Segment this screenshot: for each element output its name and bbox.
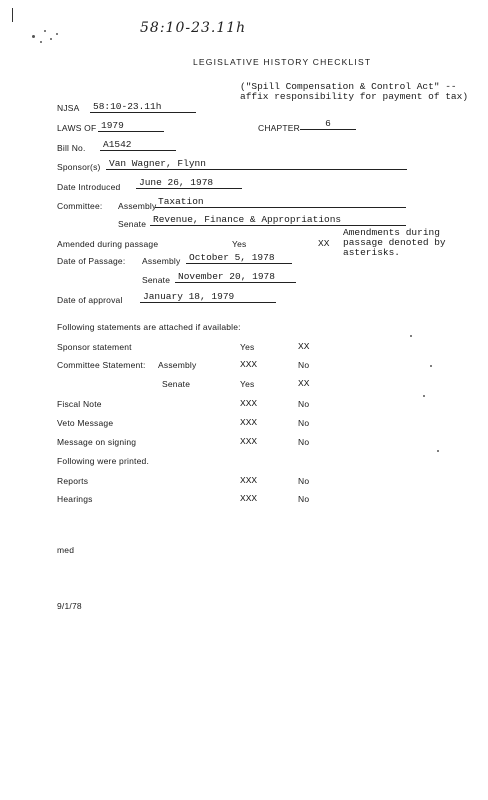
laws-of-value: 1979 xyxy=(98,120,164,132)
committee-senate-label: Senate xyxy=(118,219,147,229)
passage-senate-value: November 20, 1978 xyxy=(175,271,296,283)
statement-label: Sponsor statement xyxy=(57,342,132,352)
committee-assembly-value: Taxation xyxy=(155,196,406,208)
printed-label: Hearings xyxy=(57,494,93,504)
statement-sub: Senate xyxy=(162,379,191,389)
handwritten-reference: 58:10-23.11h xyxy=(140,20,247,36)
initials: med xyxy=(57,545,75,555)
date-introduced-label: Date Introduced xyxy=(57,182,121,192)
chapter-label: CHAPTER xyxy=(258,123,301,133)
printed-yes: XXX xyxy=(240,475,258,486)
statement-label: Message on signing xyxy=(57,437,137,447)
left-margin-tick xyxy=(12,8,13,22)
statement-yes: XXX xyxy=(240,417,258,428)
statements-heading: Following statements are attached if available: xyxy=(57,322,241,332)
committee-senate-value: Revenue, Finance & Appropriations xyxy=(150,214,406,226)
bill-no-value: A1542 xyxy=(100,139,176,151)
njsa-label: NJSA xyxy=(57,103,80,113)
statement-no: No xyxy=(298,360,310,370)
njsa-value: 58:10-23.11h xyxy=(90,101,196,113)
statement-label: Veto Message xyxy=(57,418,114,428)
chapter-value: 6 xyxy=(300,118,356,130)
statement-label: Committee Statement: xyxy=(57,360,146,370)
statement-yes: XXX xyxy=(240,398,258,409)
printed-heading: Following were printed. xyxy=(57,456,150,466)
printed-label: Reports xyxy=(57,476,89,486)
footer-date: 9/1/78 xyxy=(57,601,82,611)
printed-yes: XXX xyxy=(240,493,258,504)
committee-assembly-label: Assembly xyxy=(118,201,157,211)
laws-of-label: LAWS OF xyxy=(57,123,97,133)
amended-yes: Yes xyxy=(232,239,247,249)
statement-no: No xyxy=(298,437,310,447)
date-of-passage-label: Date of Passage: xyxy=(57,256,126,266)
sponsors-value: Van Wagner, Flynn xyxy=(106,158,407,170)
statement-no: No xyxy=(298,399,310,409)
date-introduced-value: June 26, 1978 xyxy=(136,177,242,189)
statement-no: XX xyxy=(298,341,310,352)
act-note: ("Spill Compensation & Control Act" -- affix responsibility for payment of tax) xyxy=(240,81,469,102)
statement-sub: Assembly xyxy=(158,360,197,370)
statement-yes: XXX xyxy=(240,436,258,447)
statement-no: No xyxy=(298,418,310,428)
statement-label: Fiscal Note xyxy=(57,399,102,409)
passage-senate-label: Senate xyxy=(142,275,171,285)
amended-note: Amendments during passage denoted by asterisks. xyxy=(343,227,446,258)
committee-label: Committee: xyxy=(57,201,103,211)
passage-assembly-value: October 5, 1978 xyxy=(186,252,292,264)
printed-no: No xyxy=(298,494,310,504)
page-title: LEGISLATIVE HISTORY CHECKLIST xyxy=(193,57,372,67)
statement-yes: Yes xyxy=(240,342,255,352)
sponsors-label: Sponsor(s) xyxy=(57,162,101,172)
amended-label: Amended during passage xyxy=(57,239,159,249)
statement-no: XX xyxy=(298,378,310,389)
statement-yes: XXX xyxy=(240,359,258,370)
passage-assembly-label: Assembly xyxy=(142,256,181,266)
bill-no-label: Bill No. xyxy=(57,143,86,153)
date-of-approval-label: Date of approval xyxy=(57,295,123,305)
amended-mark: XX xyxy=(318,238,330,249)
date-of-approval-value: January 18, 1979 xyxy=(140,291,276,303)
statement-yes: Yes xyxy=(240,379,255,389)
printed-no: No xyxy=(298,476,310,486)
